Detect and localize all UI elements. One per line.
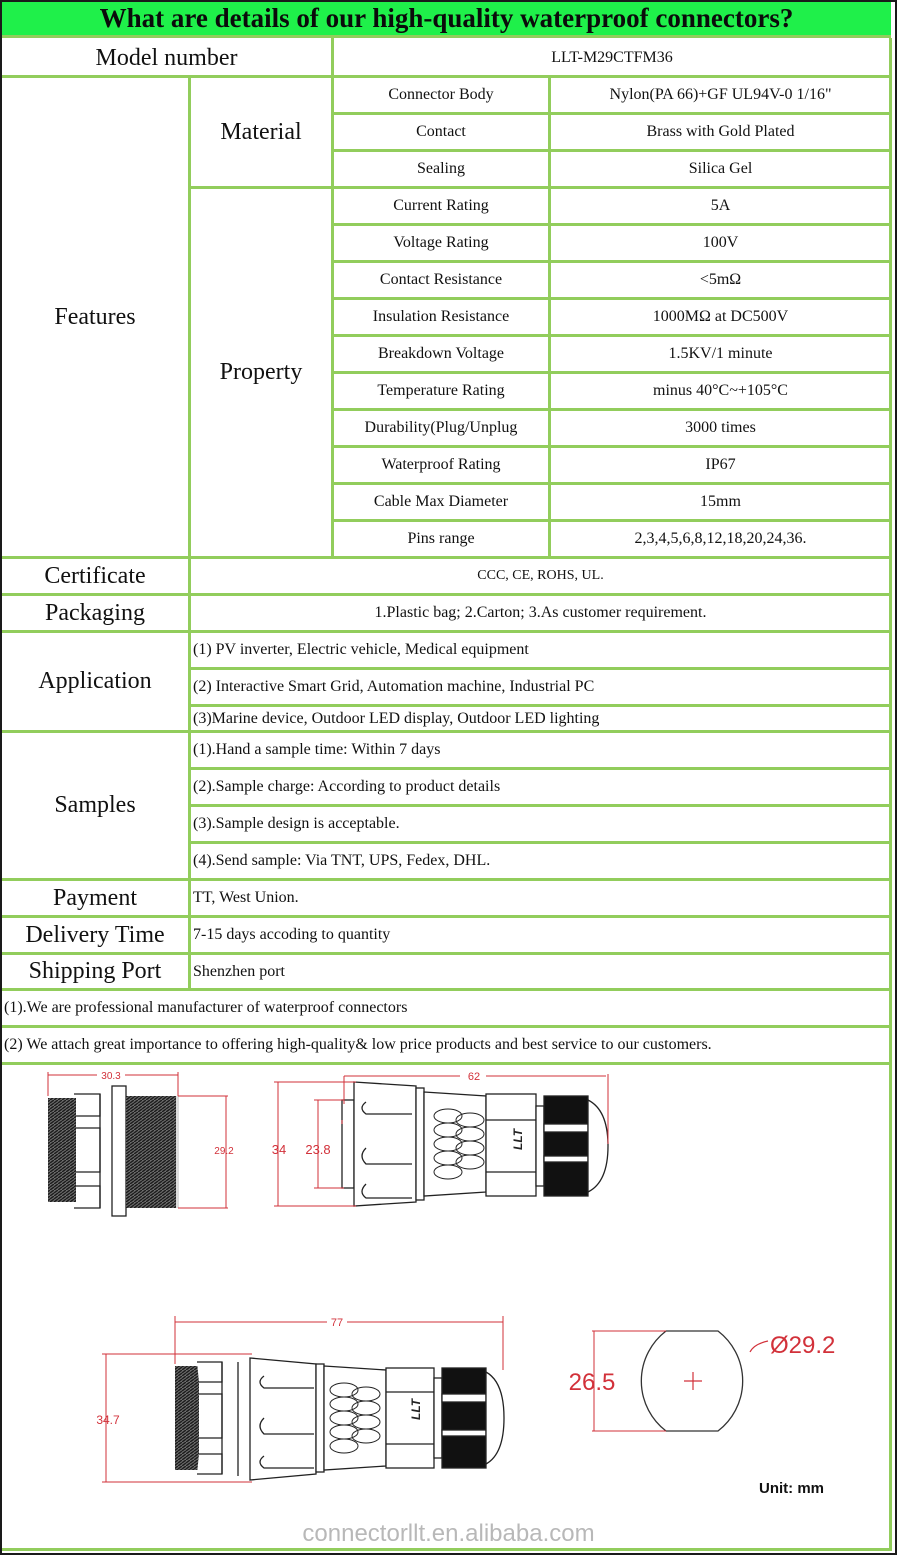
shipping-label: Shipping Port bbox=[28, 958, 162, 984]
grid-line bbox=[331, 408, 891, 411]
payment-value: TT, West Union. bbox=[193, 889, 299, 906]
spec-name: Connector Body bbox=[388, 86, 494, 103]
grid-line bbox=[331, 223, 891, 226]
grid-line bbox=[2, 878, 891, 881]
grid-line bbox=[2, 952, 891, 955]
dim-plug-outer: 34 bbox=[271, 1142, 287, 1157]
application-item: (3)Marine device, Outdoor LED display, Outdoor LED lighting bbox=[193, 709, 600, 727]
sample-item: (2).Sample charge: According to product details bbox=[193, 778, 501, 795]
certificate-label: Certificate bbox=[44, 562, 146, 589]
grid-line bbox=[331, 334, 891, 337]
grid-line bbox=[331, 112, 891, 115]
spec-value: 1000MΩ at DC500V bbox=[652, 308, 789, 325]
spec-name: Cable Max Diameter bbox=[373, 493, 509, 510]
grid-line bbox=[2, 1025, 891, 1028]
application-item: (2) Interactive Smart Grid, Automation machine, Industrial PC bbox=[193, 678, 595, 695]
grid-line bbox=[2, 556, 891, 559]
grid-line bbox=[331, 482, 891, 485]
logo-text-mated: LLT bbox=[409, 1398, 423, 1420]
model-label: Model number bbox=[95, 44, 238, 71]
grid-line bbox=[188, 704, 891, 707]
dimension-drawing bbox=[2, 1064, 890, 1551]
grid-line bbox=[2, 730, 891, 733]
spec-name: Contact Resistance bbox=[379, 271, 503, 288]
spec-name: Sealing bbox=[417, 160, 465, 177]
dim-panel-length: 30.3 bbox=[101, 1071, 121, 1082]
grid-line bbox=[331, 371, 891, 374]
property-label: Property bbox=[219, 359, 303, 385]
packaging-value: 1.Plastic bag; 2.Carton; 3.As customer requirement. bbox=[374, 604, 707, 621]
spec-value: IP67 bbox=[705, 456, 736, 473]
spec-value: minus 40°C~+105°C bbox=[653, 382, 788, 399]
dim-cutout-flat: 26.5 bbox=[568, 1369, 616, 1396]
features-label: Features bbox=[54, 303, 136, 330]
sample-item: (4).Send sample: Via TNT, UPS, Fedex, DHL. bbox=[193, 852, 491, 869]
dim-plug-length: 62 bbox=[467, 1071, 481, 1083]
dim-cutout-diameter: Ø29.2 bbox=[770, 1332, 836, 1359]
spec-name: Durability(Plug/Unplug bbox=[364, 419, 518, 436]
spec-name: Current Rating bbox=[393, 197, 489, 214]
unit-label: Unit: mm bbox=[759, 1480, 824, 1497]
spec-name: Insulation Resistance bbox=[372, 308, 510, 325]
mated-connector-drawing bbox=[175, 1358, 504, 1480]
spec-value: 1.5KV/1 minute bbox=[668, 345, 773, 362]
grid-line bbox=[188, 186, 891, 189]
spec-value: Silica Gel bbox=[688, 160, 753, 177]
grid-line bbox=[331, 38, 334, 556]
application-label: Application bbox=[38, 668, 152, 694]
spec-name: Temperature Rating bbox=[377, 382, 505, 399]
grid-line bbox=[331, 149, 891, 152]
grid-line bbox=[188, 75, 191, 988]
note-item: (1).We are professional manufacturer of waterproof connectors bbox=[4, 999, 408, 1016]
shipping-value: Shenzhen port bbox=[193, 962, 285, 980]
grid-line bbox=[188, 667, 891, 670]
samples-label: Samples bbox=[54, 792, 136, 818]
grid-line bbox=[331, 519, 891, 522]
model-value: LLT-M29CTFM36 bbox=[551, 49, 673, 66]
grid-line bbox=[331, 297, 891, 300]
grid-line bbox=[2, 988, 891, 991]
spec-value: 2,3,4,5,6,8,12,18,20,24,36. bbox=[634, 530, 807, 547]
panel-nut-drawing bbox=[48, 1086, 179, 1216]
spec-value: Nylon(PA 66)+GF UL94V-0 1/16" bbox=[609, 86, 832, 103]
plug-drawing bbox=[342, 1082, 608, 1206]
watermark: connectorllt.en.alibaba.com bbox=[302, 1520, 595, 1547]
delivery-label: Delivery Time bbox=[25, 921, 165, 948]
dim-mated-length: 77 bbox=[330, 1317, 344, 1329]
spec-value: Brass with Gold Plated bbox=[646, 123, 795, 140]
grid-line bbox=[548, 75, 551, 556]
sample-item: (1).Hand a sample time: Within 7 days bbox=[193, 741, 441, 758]
payment-label: Payment bbox=[53, 884, 137, 911]
grid-line bbox=[2, 75, 891, 78]
grid-line bbox=[2, 630, 891, 633]
sample-item: (3).Sample design is acceptable. bbox=[193, 815, 400, 832]
spec-value: 15mm bbox=[700, 493, 741, 510]
spec-name: Contact bbox=[416, 123, 466, 140]
dim-panel-thread: 29.2 bbox=[214, 1146, 234, 1157]
material-label: Material bbox=[220, 118, 302, 145]
grid-line bbox=[188, 767, 891, 770]
certificate-value: CCC, CE, ROHS, UL. bbox=[477, 568, 604, 583]
spec-value: 3000 times bbox=[685, 419, 756, 436]
packaging-label: Packaging bbox=[45, 599, 145, 626]
grid-line bbox=[188, 804, 891, 807]
page-title: What are details of our high-quality waterproof connectors? bbox=[2, 2, 891, 38]
spec-value: 5A bbox=[710, 197, 731, 214]
panel-cutout-drawing bbox=[592, 1331, 768, 1431]
grid-line bbox=[331, 260, 891, 263]
spec-value: 100V bbox=[702, 234, 739, 251]
grid-line bbox=[2, 915, 891, 918]
grid-line bbox=[188, 841, 891, 844]
spec-name: Breakdown Voltage bbox=[377, 345, 505, 362]
dim-plug-inner: 23.8 bbox=[305, 1142, 331, 1157]
grid-line bbox=[331, 445, 891, 448]
application-item: (1) PV inverter, Electric vehicle, Medical equipment bbox=[193, 641, 529, 658]
note-item: (2) We attach great importance to offering high-quality& low price products and best service to our customers. bbox=[4, 1036, 712, 1053]
grid-line bbox=[2, 593, 891, 596]
logo-text: LLT bbox=[511, 1128, 525, 1150]
spec-value: <5mΩ bbox=[699, 271, 742, 288]
spec-name: Voltage Rating bbox=[393, 234, 489, 251]
delivery-value: 7-15 days accoding to quantity bbox=[193, 926, 391, 943]
spec-name: Pins range bbox=[407, 530, 475, 547]
dim-mated-outer: 34.7 bbox=[96, 1413, 120, 1427]
spec-name: Waterproof Rating bbox=[381, 456, 501, 473]
